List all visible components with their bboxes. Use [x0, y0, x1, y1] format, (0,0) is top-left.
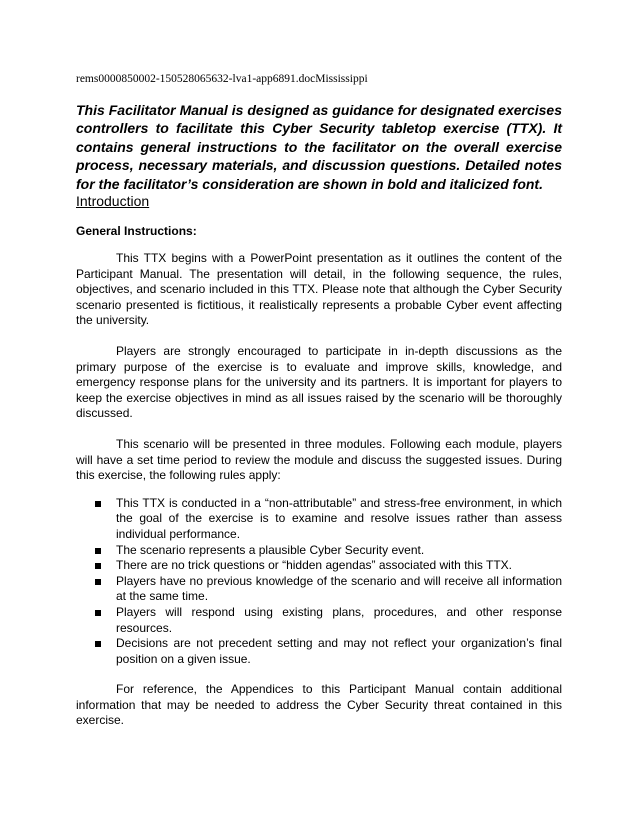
document-page: [76, 72, 562, 744]
introduction-heading: Introduction: [76, 193, 150, 210]
list-item: [76, 543, 562, 559]
rule-text: Players will respond using existing plans, procedures, and other response resources.: [116, 604, 562, 635]
rule-text: The scenario represents a plausible Cyber Security event.: [116, 542, 425, 557]
list-item: [76, 558, 562, 574]
square-bullet-icon: [95, 501, 101, 507]
square-bullet-icon: [95, 641, 101, 647]
rule-text: This TTX is conducted in a “non-attributable” and stress-free environment, in which the goal of the exercise is to examine and resolve issues rather than assess individual performance.: [116, 495, 562, 541]
paragraph-ttx-overview: This TTX begins with a PowerPoint presentation as it outlines the content of the Participant Manual. The presentation will detail, in the following sequence, the rules, objectives, and scenario included in this TTX. Please note that although the Cyber Security scenario presented is fictitious, it realistically represents a probable Cyber event affecting the university.: [76, 251, 562, 328]
list-item: [76, 574, 562, 605]
square-bullet-icon: [95, 610, 101, 616]
rule-text: Players have no previous knowledge of the scenario and will receive all information at the same time.: [116, 573, 562, 604]
square-bullet-icon: [95, 563, 101, 569]
facilitator-manual-statement: This Facilitator Manual is designed as guidance for designated exercises controllers to facilitate this Cyber Security tabletop exercise (TTX). It contains general instructions to the facilitator on the overall exercise process, necessary materials, and discussion questions. Detailed notes for the facilitator’s consideration are shown in bold and italicized font.: [76, 102, 562, 192]
square-bullet-icon: [95, 579, 101, 585]
paragraph-appendices-reference: For reference, the Appendices to this Participant Manual contain additional information that may be needed to address the Cyber Security threat contained in this exercise.: [76, 682, 562, 728]
general-instructions-heading: General Instructions:: [76, 224, 197, 239]
paragraph-player-participation: Players are strongly encouraged to participate in in-depth discussions as the primary purpose of the exercise is to evaluate and improve skills, knowledge, and emergency response plans for the university and its partners. It is important for players to keep the exercise objectives in mind as all issues raised by the scenario will be thoroughly discussed.: [76, 344, 562, 421]
square-bullet-icon: [95, 548, 101, 554]
list-item: [76, 496, 562, 543]
document-filename: rems0000850002-150528065632-lva1-app6891.docMississippi: [76, 73, 368, 85]
list-item: [76, 636, 562, 667]
rule-text: Decisions are not precedent setting and may not reflect your organization’s final position on a given issue.: [116, 636, 562, 666]
rules-list: [76, 496, 562, 668]
paragraph-modules: This scenario will be presented in three modules. Following each module, players will have a set time period to review the module and discuss the suggested issues. During this exercise, the following rules apply:: [76, 436, 562, 483]
list-item: [76, 605, 562, 636]
rule-text: There are no trick questions or “hidden agendas” associated with this TTX.: [116, 558, 512, 573]
